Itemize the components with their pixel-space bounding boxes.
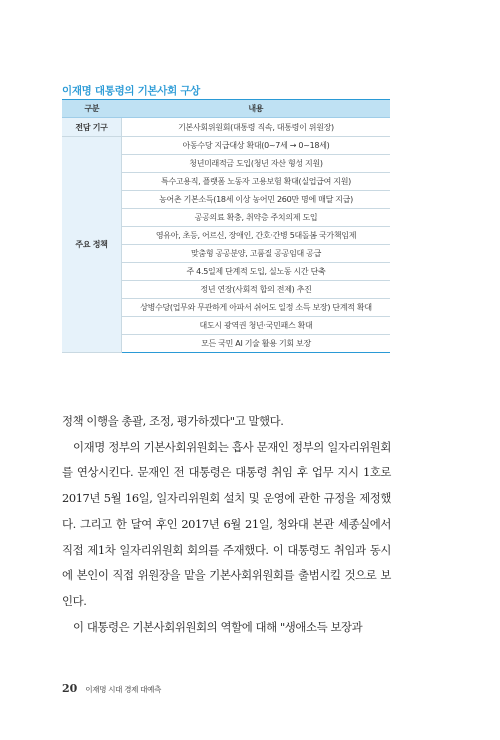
table-row [62, 118, 390, 137]
content-cell: 맞춤형 공공분양, 고품질 공공임대 공급 [122, 245, 391, 263]
page-number: 20 [62, 682, 78, 695]
body-text [62, 409, 391, 640]
paragraph: 정책 이행을 총괄, 조정, 평가하겠다"고 말했다. [62, 414, 284, 428]
header-content: 내용 [122, 100, 391, 118]
category-cell: 전담 기구 [62, 118, 122, 137]
content-cell: 대도시 광역권 청년·국민패스 확대 [122, 317, 391, 335]
content-cell: 공공의료 확충, 취약층 주치의제 도입 [122, 209, 391, 227]
content-cell: 주 4.5일제 단계적 도입, 실노동 시간 단축 [122, 263, 391, 281]
book-title: 이재명 시대 경제 대예측 [85, 685, 162, 694]
content-cell: 아동수당 지급대상 확대(0~7세 → 0~18세) [122, 137, 391, 155]
content-cell: 영유아, 초등, 어르신, 장애인, 간호·간병 5대돌봄 국가책임제 [122, 227, 391, 245]
content-cell: 농어촌 기본소득(18세 이상 농어민 260만 명에 매달 지급) [122, 191, 391, 209]
content-cell: 기본사회위원회(대통령 직속, 대통령이 위원장) [122, 118, 391, 137]
content-cell: 청년미래적금 도입(청년 자산 형성 지원) [122, 155, 391, 173]
policy-table [62, 99, 390, 353]
table-title: 이재명 대통령의 기본사회 구상 [62, 85, 201, 97]
table-header-row [62, 100, 390, 118]
paragraph: 이재명 정부의 기본사회위원회는 흡사 문재인 정부의 일자리위원회를 연상시킨다. 문재인 전 대통령은 대통령 취임 후 업무 지시 1호로 2017년 5월 16일, 일자리위원회 설치 및 운영에 관한 규정을 제정했다. 그리고 한 달여 후인 2017년 6월 21일, 청와대 본관 세종실에서 직접 제1차 일자리위원회 회의를 주재했다. 이 대통령도 취임과 동시에 본인이 직접 위원장을 맡을 기본사회위원회를 출범시킬 것으로 보인다. [62, 439, 391, 608]
paragraph: 이 대통령은 기본사회위원회의 역할에 대해 "생애소득 보장과 [73, 619, 363, 634]
table-row [62, 137, 390, 155]
content-cell: 정년 연장(사회적 합의 전제) 추진 [122, 281, 391, 299]
content-cell: 모든 국민 AI 기술 활용 기회 보장 [122, 335, 391, 353]
category-cell: 주요 정책 [62, 137, 122, 353]
page-footer [62, 682, 161, 695]
header-category: 구분 [62, 100, 122, 118]
content-cell: 특수고용직, 플랫폼 노동자 고용보험 확대(실업급여 지원) [122, 173, 391, 191]
content-cell: 상병수당(업무와 무관하게 아파서 쉬어도 일정 소득 보장) 단계적 확대 [122, 299, 391, 317]
